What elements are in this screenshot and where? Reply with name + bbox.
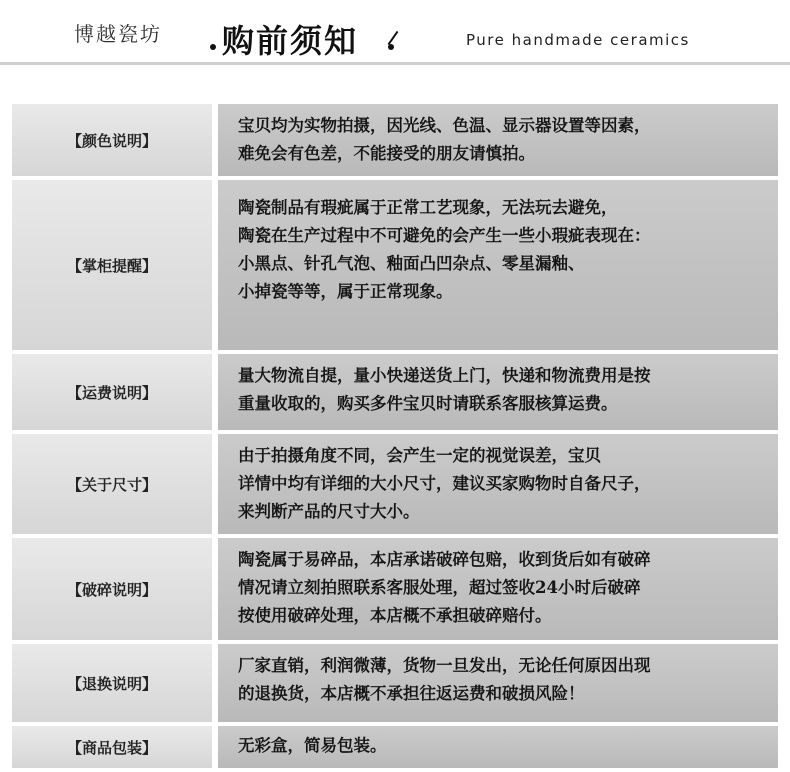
row-content xyxy=(218,104,778,176)
brand-name: 博越瓷坊 xyxy=(74,22,162,46)
title-slash xyxy=(388,31,399,45)
content-line: 情况请立刻拍照联系客服处理，超过签收24小时后破碎 xyxy=(238,578,641,597)
row-label: 【破碎说明】 xyxy=(12,538,212,640)
page-title: 购前须知 xyxy=(222,22,359,60)
row-label: 【掌柜提醒】 xyxy=(12,180,212,350)
content-line: 陶瓷在生产过程中不可避免的会产生一些小瑕疵表现在： xyxy=(238,226,651,245)
notice-row-size xyxy=(12,434,778,534)
row-label: 【退换说明】 xyxy=(12,644,212,722)
row-content xyxy=(218,726,778,768)
content-line: 详情中均有详细的大小尺寸，建议买家购物时自备尺子， xyxy=(238,474,651,493)
header xyxy=(0,0,790,78)
content-line: 的退换货，本店概不承担往返运费和破损风险！ xyxy=(238,684,585,703)
title-dot-left xyxy=(210,44,216,50)
content-line: 陶瓷属于易碎品，本店承诺破碎包赔，收到货后如有破碎 xyxy=(238,550,651,569)
notice-table xyxy=(12,104,778,772)
notice-row-return xyxy=(12,644,778,722)
page-subtitle: Pure handmade ceramics xyxy=(466,31,690,49)
row-label: 【颜色说明】 xyxy=(12,104,212,176)
content-line: 无彩盒，简易包装。 xyxy=(238,736,387,755)
row-label: 【商品包装】 xyxy=(12,726,212,768)
content-line: 来判断产品的尺寸大小。 xyxy=(238,502,420,521)
content-line: 宝贝均为实物拍摄，因光线、色温、显示器设置等因素， xyxy=(238,116,651,135)
row-label: 【关于尺寸】 xyxy=(12,434,212,534)
title-dot-right xyxy=(388,44,394,50)
content-line: 厂家直销，利润微薄，货物一旦发出，无论任何原因出现 xyxy=(238,656,651,675)
notice-row-breakage xyxy=(12,538,778,640)
content-line: 由于拍摄角度不同，会产生一定的视觉误差，宝贝 xyxy=(238,446,601,465)
content-line: 小黑点、针孔气泡、釉面凸凹杂点、零星漏釉、 xyxy=(238,254,585,273)
row-content xyxy=(218,538,778,640)
notice-row-color xyxy=(12,104,778,176)
content-line: 小掉瓷等等，属于正常现象。 xyxy=(238,282,453,301)
row-content xyxy=(218,180,778,350)
notice-row-reminder xyxy=(12,180,778,350)
content-line: 重量收取的，购买多件宝贝时请联系客服核算运费。 xyxy=(238,394,618,413)
content-line: 陶瓷制品有瑕疵属于正常工艺现象，无法玩去避免， xyxy=(238,198,618,217)
header-divider xyxy=(0,62,790,65)
notice-row-packaging xyxy=(12,726,778,768)
row-content xyxy=(218,354,778,430)
row-content xyxy=(218,434,778,534)
row-label: 【运费说明】 xyxy=(12,354,212,430)
content-line: 量大物流自提，量小快递送货上门，快递和物流费用是按 xyxy=(238,366,651,385)
content-line: 难免会有色差，不能接受的朋友请慎拍。 xyxy=(238,144,535,163)
row-content xyxy=(218,644,778,722)
notice-row-shipping xyxy=(12,354,778,430)
content-line: 按使用破碎处理，本店概不承担破碎赔付。 xyxy=(238,606,552,625)
